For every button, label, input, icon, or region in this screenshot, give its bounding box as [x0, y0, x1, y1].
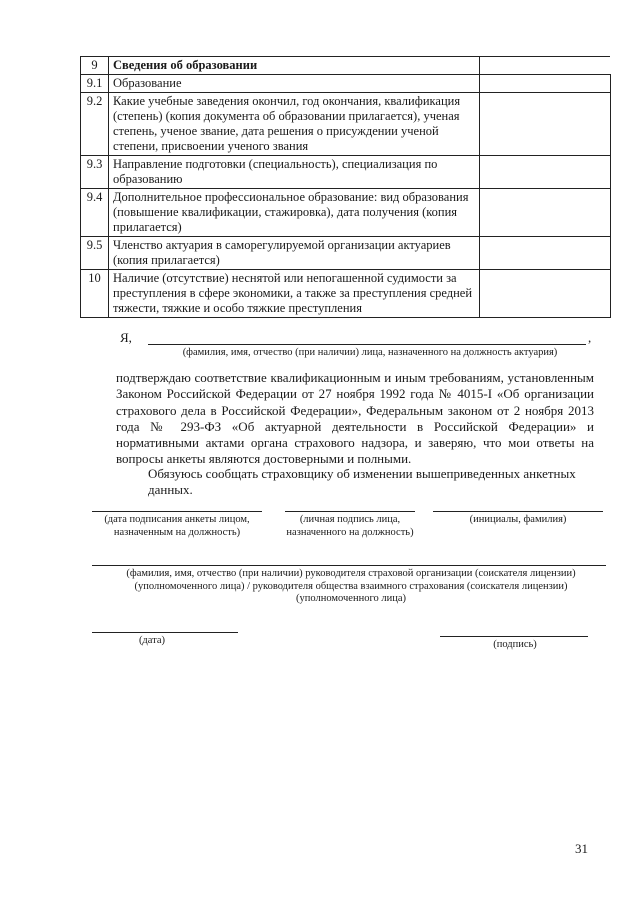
table-row	[81, 237, 611, 270]
answer-cell	[480, 270, 611, 318]
question-text: Какие учебные заведения окончил, год окончания, квалификация (степень) (копия документа об образовании прилагается), ученая степень, ученое звание, дата решения о присуждении ученой степени, присвоении ученого звания	[109, 93, 480, 156]
signature-caption: (подпись)	[493, 639, 537, 650]
head-name-line	[92, 565, 606, 566]
table-row	[81, 189, 611, 237]
answer-cell	[480, 93, 611, 156]
row-number: 9	[81, 57, 109, 75]
table-row	[81, 156, 611, 189]
date-signature-line	[92, 511, 262, 512]
signature-line	[440, 636, 588, 637]
question-text: Членство актуария в саморегулируемой организации актуариев (копия прилагается)	[109, 237, 480, 270]
personal-signature-line	[285, 511, 415, 512]
answer-cell	[480, 57, 611, 75]
answer-cell	[480, 75, 611, 93]
ya-label: Я,	[120, 330, 132, 345]
comma: ,	[588, 330, 592, 345]
row-number: 9.2	[81, 93, 109, 156]
question-text: Дополнительное профессиональное образование: вид образования (повышение квалификации, стажировка), дата получения (копия прилагается)	[109, 189, 480, 237]
questionnaire-table	[80, 56, 611, 318]
question-text: Наличие (отсутствие) неснятой или непогашенной судимости за преступления в сфере экономики, а также за преступления средней тяжести, тяжкие и особо тяжкие преступления	[109, 270, 480, 318]
date-line	[92, 632, 238, 633]
date-signature-caption: (дата подписания анкеты лицом, назначенным на должность)	[104, 514, 250, 538]
row-number: 9.4	[81, 189, 109, 237]
question-text: Направление подготовки (специальность), специализация по образованию	[109, 156, 480, 189]
table-row	[81, 270, 611, 318]
question-text: Образование	[109, 75, 480, 93]
personal-signature-caption: (личная подпись лица, назначенного на должность)	[286, 514, 414, 538]
initials-line	[433, 511, 603, 512]
row-number: 9.1	[81, 75, 109, 93]
table-row	[81, 93, 611, 156]
row-number: 9.5	[81, 237, 109, 270]
row-number: 10	[81, 270, 109, 318]
initials-caption: (инициалы, фамилия)	[469, 514, 567, 525]
date-caption: (дата)	[138, 635, 166, 646]
table-row	[81, 75, 611, 93]
row-number: 9.3	[81, 156, 109, 189]
answer-cell	[480, 189, 611, 237]
name-underline	[148, 344, 586, 345]
section-heading: Сведения об образовании	[109, 57, 480, 75]
confirmation-paragraph: подтверждаю соответствие квалификационным и иным требованиям, установленным Законом Российской Федерации от 27 ноября 1992 года № 4015-I «Об организации страхового дела в Российской Федерации», Федеральным законом от 2 ноября 2013 года № 293-ФЗ «Об актуарной деятельности в Российской Федерации» и нормативными актами органа страхового надзора, и заверяю, что мои ответы на вопросы анкеты являются достоверными и полными.	[116, 370, 594, 467]
answer-cell	[480, 237, 611, 270]
table-row	[81, 57, 611, 75]
head-name-caption: (фамилия, имя, отчество (при наличии) руководителя страховой организации (соискателя лицензии) (уполномоченного лица) / руководителя общества взаимного страхования (соискателя лицензии) (уполномоченного лица)	[126, 568, 576, 604]
obligation-paragraph: Обязуюсь сообщать страховщику об изменении вышеприведенных анкетных данных.	[148, 466, 576, 497]
answer-cell	[480, 156, 611, 189]
name-caption: (фамилия, имя, отчество (при наличии) лица, назначенного на должность актуария)	[182, 347, 558, 358]
page-number: 31	[575, 841, 588, 856]
